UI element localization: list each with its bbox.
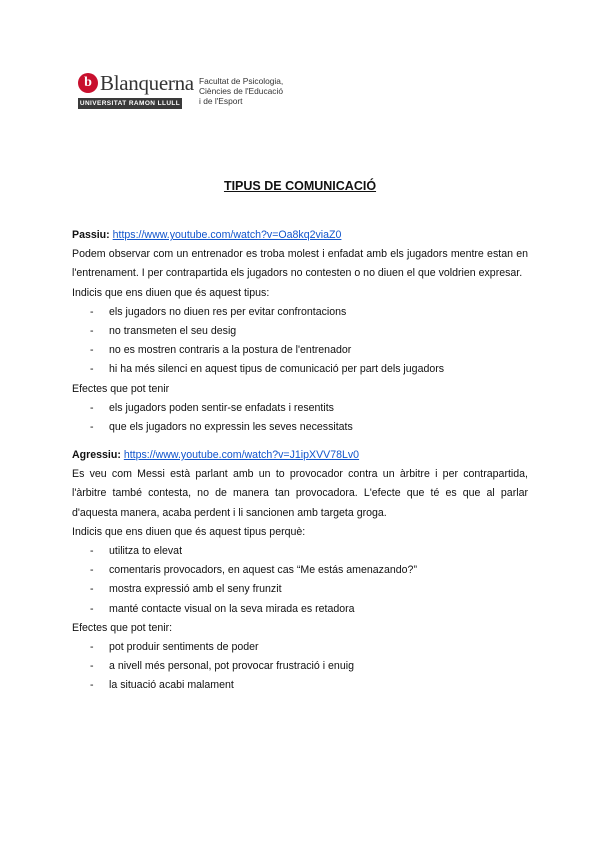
indicis-list (72, 542, 528, 619)
section-heading (72, 446, 528, 465)
section-label: Agressiu: (72, 449, 121, 461)
blanquerna-logo (78, 70, 194, 109)
bullet: - (90, 363, 94, 376)
bullet: - (90, 305, 94, 318)
list-item (72, 303, 528, 322)
list-item-text: mostra expressió amb el seny frunzit (109, 583, 282, 596)
bullet: - (90, 325, 94, 338)
efectes-list (72, 638, 528, 696)
list-item (72, 657, 528, 676)
faculty-line: i de l'Esport (199, 96, 243, 107)
list-item-text: els jugadors poden sentir-se enfadats i resentits (109, 401, 334, 414)
list-item-text: manté contacte visual on la seva mirada es retadora (109, 602, 355, 615)
bullet: - (90, 401, 94, 414)
indicis-heading: Indicis que ens diuen que és aquest tipus: (72, 286, 270, 299)
list-item (72, 322, 528, 341)
list-item-text: pot produir sentiments de poder (109, 641, 259, 654)
list-item (72, 542, 528, 561)
efectes-heading: Efectes que pot tenir: (72, 621, 173, 634)
list-item-text: a nivell més personal, pot provocar frustració i enuig (109, 660, 354, 673)
list-item (72, 638, 528, 657)
indicis-heading: Indicis que ens diuen que és aquest tipus perquè: (72, 525, 306, 538)
section-label: Passiu: (72, 229, 110, 241)
section-heading (72, 226, 528, 245)
list-item-text: no es mostren contraris a la postura de l'entrenador (109, 344, 352, 357)
bullet: - (90, 564, 94, 577)
section-agressiu (72, 446, 528, 696)
university-bar: UNIVERSITAT RAMON LLULL (79, 100, 181, 107)
logo-mark-icon: b (78, 73, 98, 93)
list-item-text: que els jugadors no expressin les seves necessitats (109, 421, 353, 434)
list-item (72, 360, 528, 379)
list-item-text: utilitza to elevat (109, 545, 183, 558)
list-item-text: comentaris provocadors, en aquest cas “Me estás amenazando?” (109, 564, 417, 577)
bullet: - (90, 545, 94, 558)
bullet: - (90, 602, 94, 615)
section-description: Podem observar com un entrenador es troba molest i enfadat amb els jugadors mentre estan en l'entrenament. I per contrapartida els jugadors no contesten o no diuen el que voldrien expresar. (72, 248, 528, 280)
section-passiu (72, 226, 528, 437)
indicis-list (72, 303, 528, 380)
page-title: TIPUS DE COMUNICACIÓ (223, 179, 377, 193)
list-item-text: la situació acabi malament (109, 679, 234, 692)
bullet: - (90, 679, 94, 692)
bullet: - (90, 660, 94, 673)
section-description: Es veu com Messi està parlant amb un to provocador contra un àrbitre i per contrapartida, l'àrbitre també contesta, no de manera tan provocadora. L'efecte que té es que al parlar d'aquesta manera, acaba perdent i li sancionen amb targeta groga. (72, 468, 528, 519)
list-item (72, 418, 528, 437)
faculty-line: Facultat de Psicologia, (199, 76, 284, 86)
efectes-list (72, 399, 528, 437)
video-link[interactable]: https://www.youtube.com/watch?v=J1ipXVV78Lv0 (123, 449, 360, 461)
list-item (72, 399, 528, 418)
efectes-heading: Efectes que pot tenir (72, 382, 170, 395)
bullet: - (90, 641, 94, 654)
bullet: - (90, 344, 94, 357)
video-link[interactable]: https://www.youtube.com/watch?v=Oa8kq2viaZ0 (112, 229, 342, 241)
list-item (72, 580, 528, 599)
list-item-text: no transmeten el seu desig (109, 325, 237, 338)
list-item (72, 676, 528, 695)
list-item-text: hi ha més silenci en aquest tipus de comunicació per part dels jugadors (109, 363, 445, 376)
faculty-line: Ciències de l'Educació (199, 86, 283, 97)
list-item (72, 561, 528, 580)
list-item (72, 600, 528, 619)
logo-wordmark: Blanquerna (100, 71, 194, 95)
bullet: - (90, 583, 94, 596)
faculty-name (199, 76, 319, 107)
list-item-text: els jugadors no diuen res per evitar confrontacions (109, 305, 347, 318)
bullet: - (90, 421, 94, 434)
list-item (72, 341, 528, 360)
